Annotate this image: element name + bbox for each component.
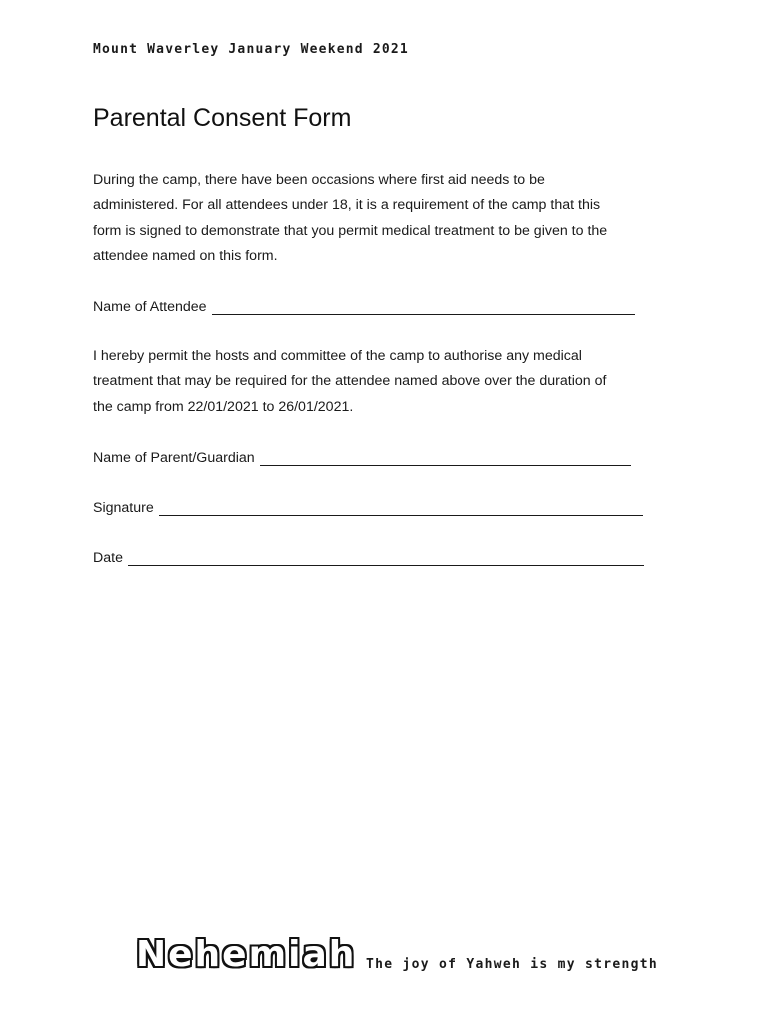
intro-line: attendee named on this form. xyxy=(93,247,278,264)
intro-paragraph xyxy=(93,168,673,269)
guardian-name-field xyxy=(93,449,631,466)
attendee-name-label: Name of Attendee xyxy=(93,299,207,315)
permission-paragraph xyxy=(93,344,673,420)
permission-line: treatment that may be required for the attendee named above over the duration of xyxy=(93,373,607,390)
attendee-name-field xyxy=(93,298,635,315)
guardian-name-line[interactable] xyxy=(260,453,631,466)
date-field xyxy=(93,549,644,566)
date-label: Date xyxy=(93,550,123,566)
nehemiah-logo: Nehemiah xyxy=(136,934,357,975)
signature-line[interactable] xyxy=(159,503,643,516)
footer-tagline: The joy of Yahweh is my strength xyxy=(366,957,659,972)
date-line[interactable] xyxy=(128,553,644,566)
guardian-name-label: Name of Parent/Guardian xyxy=(93,450,255,466)
signature-field xyxy=(93,499,643,516)
intro-line: form is signed to demonstrate that you permit medical treatment to be given to the xyxy=(93,222,608,239)
signature-label: Signature xyxy=(93,500,154,516)
page-title: Parental Consent Form xyxy=(93,104,352,132)
event-header: Mount Waverley January Weekend 2021 xyxy=(93,42,409,57)
permission-line: I hereby permit the hosts and committee of the camp to authorise any medical xyxy=(93,348,582,364)
permission-line: the camp from 22/01/2021 to 26/01/2021. xyxy=(93,398,354,415)
intro-line: administered. For all attendees under 18, it is a requirement of the camp that this xyxy=(93,197,601,214)
attendee-name-line[interactable] xyxy=(212,302,635,315)
intro-line: During the camp, there have been occasions where first aid needs to be xyxy=(93,172,545,188)
